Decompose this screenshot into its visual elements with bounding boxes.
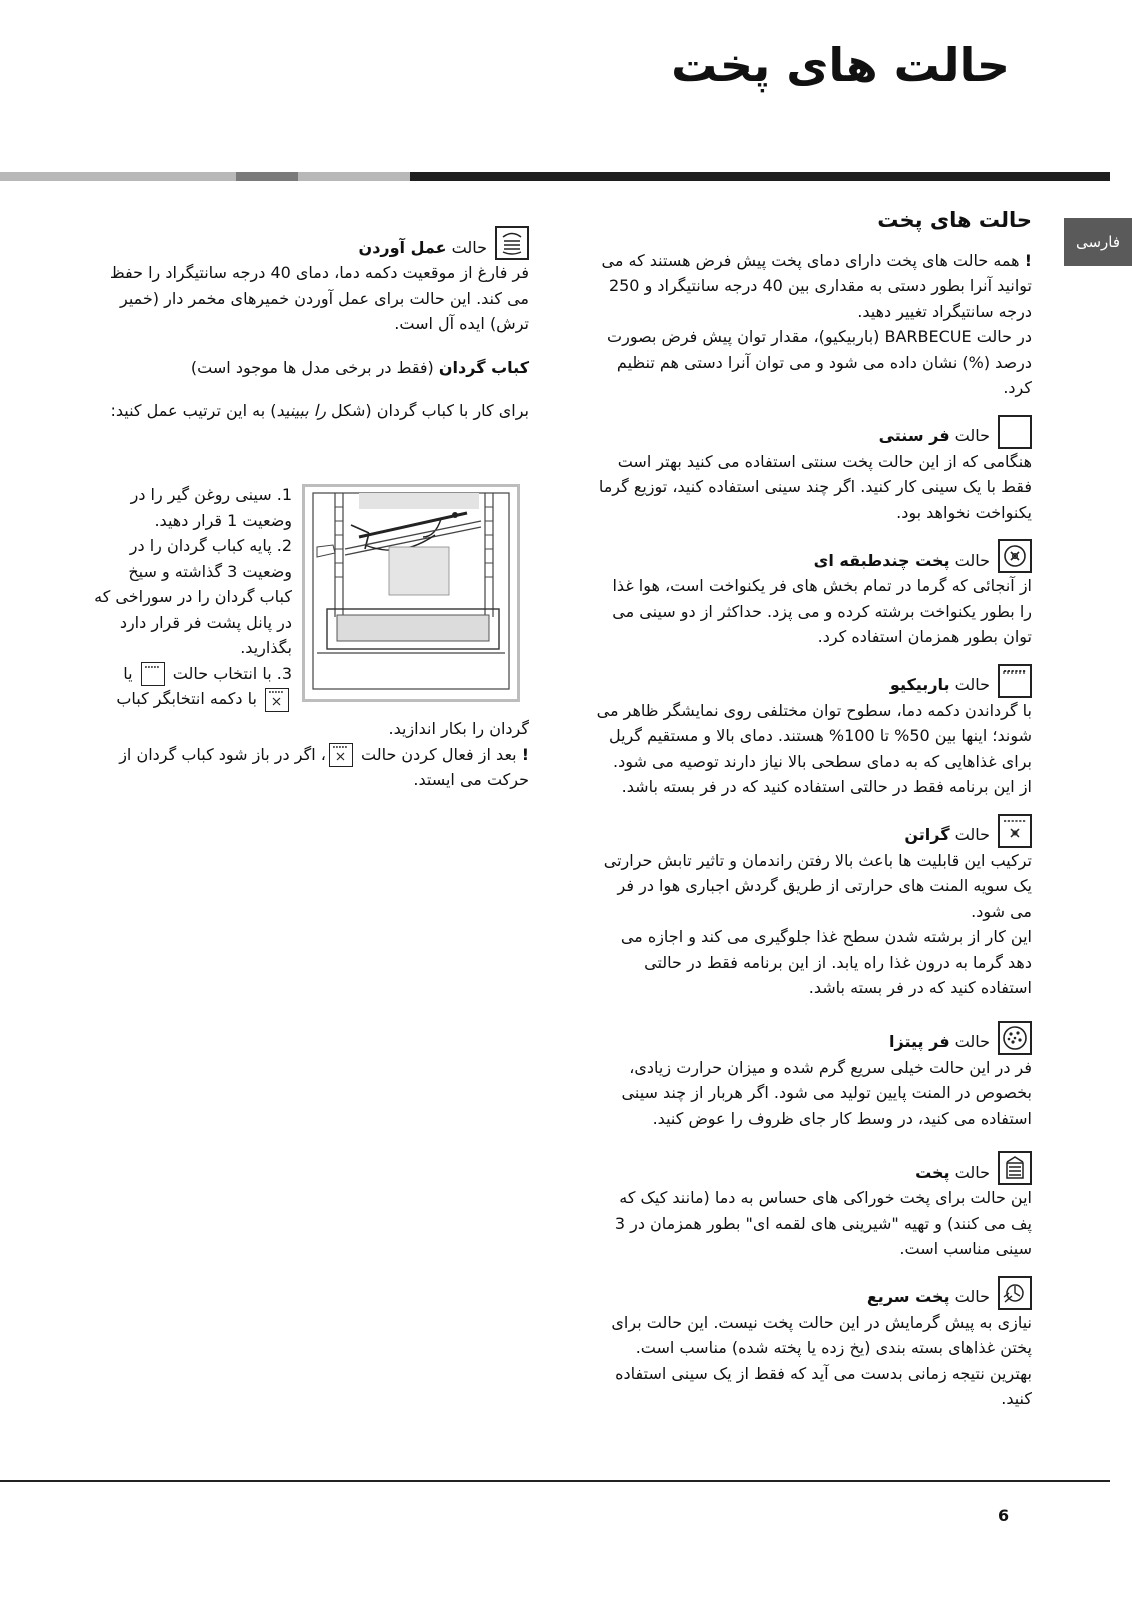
mode-name: پخت چندطبقه ای [813, 550, 950, 570]
step-2: 2. پایه کباب گردان را در وضعیت 3 گذاشته و سیخ کباب گردان را در سوراخی که در پانل پشت فر قرار دارد بگذارید. [94, 536, 292, 657]
mode-prefix: حالت [954, 1287, 990, 1306]
mode-name: گراتن [904, 825, 950, 844]
step-3-continuation: گردان را بکار اندازید. [388, 719, 529, 738]
intro-note-text: همه حالت های پخت دارای دمای پخت پیش فرض هستند که می توانید آنرا بطور دستی به مقداری بین 40 درجه سانتیگراد و 250 درجه سانتیگراد تغییر دهید. [601, 250, 1032, 321]
mode-prefix: حالت [954, 550, 990, 570]
cooking-modes-column [596, 208, 1032, 1412]
mode-prefix: حالت [954, 1032, 990, 1051]
gratin-icon [265, 688, 289, 712]
language-tab[interactable]: فارسی [1064, 218, 1132, 266]
mode-name: باربیکیو [889, 675, 950, 694]
section-title: حالت های پخت [877, 208, 1032, 232]
warning-mark: ! [521, 744, 529, 764]
mode-pastry-text: این حالت برای پخت خوراکی های حساس به دما (مانند کیک که پف می کنند) و تهیه "شیرینی های لقمه ای" بطور همزمان در 3 سینی مناسب است. [614, 1188, 1032, 1258]
mode-pastry-heading [596, 1151, 1032, 1185]
rotisserie-title: کباب گردان [438, 357, 529, 377]
mode-pizza-text: فر در این حالت خیلی سریع گرم شده و میزان حرارت زیادی، بخصوص در المنت پایین تولید می شود. اگر هربار از چند سینی استفاده می کنید، در وسط کار جای ظروف را عوض کنید. [621, 1057, 1032, 1128]
mode-name: فر پیتزا [889, 1032, 950, 1051]
gratin-icon [329, 743, 353, 767]
mode-gratin-text: ترکیب این قابلیت ها باعث بالا رفتن راندمان و تاثیر تابش حرارتی یک سویه المنت های حرارتی از طریق گردش اجباری هوا در فر می شود. این کار از برشته شدن سطح غذا جلوگیری می کند و اجازه می دهد گرما به درون غذا راه یابد. از این برنامه فقط در حالتی استفاده کنید که در فر بسته باشد. [603, 850, 1032, 997]
warning-mark: ! [1024, 250, 1032, 270]
mode-prefix: حالت [954, 675, 990, 694]
conventional-oven-icon [998, 415, 1032, 449]
intro-italic: را ببینید [276, 401, 326, 420]
header-rule-dark [410, 172, 1110, 181]
page-title: حالت های پخت [671, 38, 1010, 92]
intro-note [596, 248, 1032, 325]
rotisserie-note: (فقط در برخی مدل ها موجود است) [190, 357, 434, 377]
footer-rule [0, 1480, 1110, 1482]
step-3-part: یا [123, 663, 133, 683]
header-rule-light [0, 172, 236, 181]
step-1: 1. سینی روغن گیر را در وضعیت 1 قرار دهید. [130, 485, 292, 530]
mode-barbecue-heading [596, 664, 1032, 698]
rotisserie-intro [92, 398, 529, 424]
mode-multilevel-heading [596, 539, 1032, 573]
step-3 [92, 661, 292, 712]
mode-name: پخت سریع [866, 1287, 950, 1306]
header-rule-light-2 [298, 172, 410, 181]
mode-name: فر سنتی [878, 426, 950, 445]
intro-part: ) به این ترتیب عمل کنید: [110, 401, 277, 420]
rotisserie-steps [92, 482, 292, 712]
barbecue-grill-icon [998, 664, 1032, 698]
mode-prefix: حالت [954, 1162, 990, 1182]
barbecue-note: در حالت BARBECUE (باربیکیو)، مقدار توان پیش فرض بصورت درصد (%) نشان داده می شود و می توان آنرا دستی هم تنظیم کرد. [607, 327, 1032, 397]
mode-fast-heading [596, 1276, 1032, 1310]
rotisserie-illustration [302, 484, 520, 702]
step-3-part: با دکمه انتخابگر کباب [116, 689, 257, 708]
mode-fast-text: نیازی به پیش گرمایش در این حالت پخت نیست. این حالت برای پختن غذاهای بسته بندی (یخ زده یا پخته شده) مناسب است. بهترین نتیجه زمانی بدست می آید که فقط از یک سینی استفاده کنید. [611, 1312, 1032, 1408]
mode-conventional-heading [596, 415, 1032, 449]
header-rule-mid [236, 172, 298, 181]
barbecue-grill-icon [141, 662, 165, 686]
pastry-icon [998, 1151, 1032, 1185]
mode-multilevel-text: از آنجائی که گرما در تمام بخش های فر یکنواخت است، هوا غذا را بطور یکنواخت برشته کرده و می پزد. حداکثر از دو سینی می توان بطور همزمان استفاده کرد. [612, 576, 1032, 646]
pizza-icon [998, 1021, 1032, 1055]
rotisserie-after [92, 716, 529, 793]
multilevel-fan-icon [998, 539, 1032, 573]
mode-gratin-heading [596, 814, 1032, 848]
mode-prefix: حالت [451, 237, 487, 257]
mode-name: عمل آوردن [358, 237, 447, 257]
final-note-part: بعد از فعال کردن حالت [360, 744, 517, 764]
mode-proving-heading [92, 226, 529, 260]
rotisserie-heading [92, 355, 529, 381]
gratin-icon [998, 814, 1032, 848]
mode-barbecue-text: با گرداندن دکمه دما، سطوح توان مختلفی روی نمایشگر ظاهر می شوند؛ اینها بین 50% تا 100% هستند. دمای بالا و مستقیم گریل برای غذاهایی که به دمای سطحی بالا نیاز دارند توصیه می شود. از این برنامه فقط در حالتی استفاده کنید که در فر بسته باشد. [596, 700, 1032, 796]
fast-cooking-icon [998, 1276, 1032, 1310]
page-number: 6 [998, 1506, 1010, 1525]
mode-name: پخت [915, 1162, 950, 1182]
mode-prefix: حالت [954, 825, 990, 844]
mode-pizza-heading [596, 1021, 1032, 1055]
step-3-part: 3. با انتخاب حالت [172, 663, 292, 683]
final-note [92, 742, 529, 793]
proving-icon [495, 226, 529, 260]
proving-text: فر فارغ از موقعیت دکمه دما، دمای 40 درجه سانتیگراد را حفظ می کند. این حالت برای عمل آوردن خمیرهای مخمر دار (خمیر ترش) ایده آل است. [109, 263, 529, 333]
mode-conventional-text: هنگامی که از این حالت پخت سنتی استفاده می کنید بهتر است فقط با یک سینی کار کنید. اگر چند سینی استفاده کنید، توزیع گرما یکنواخت نخواهد بود. [598, 451, 1032, 522]
intro-part: برای کار با کباب گردان (شکل [325, 401, 529, 420]
final-note-part: ، اگر در باز شود کباب گردان از حرکت می ایستد. [119, 744, 529, 789]
proving-rotisserie-column [92, 226, 529, 424]
mode-prefix: حالت [954, 426, 990, 445]
